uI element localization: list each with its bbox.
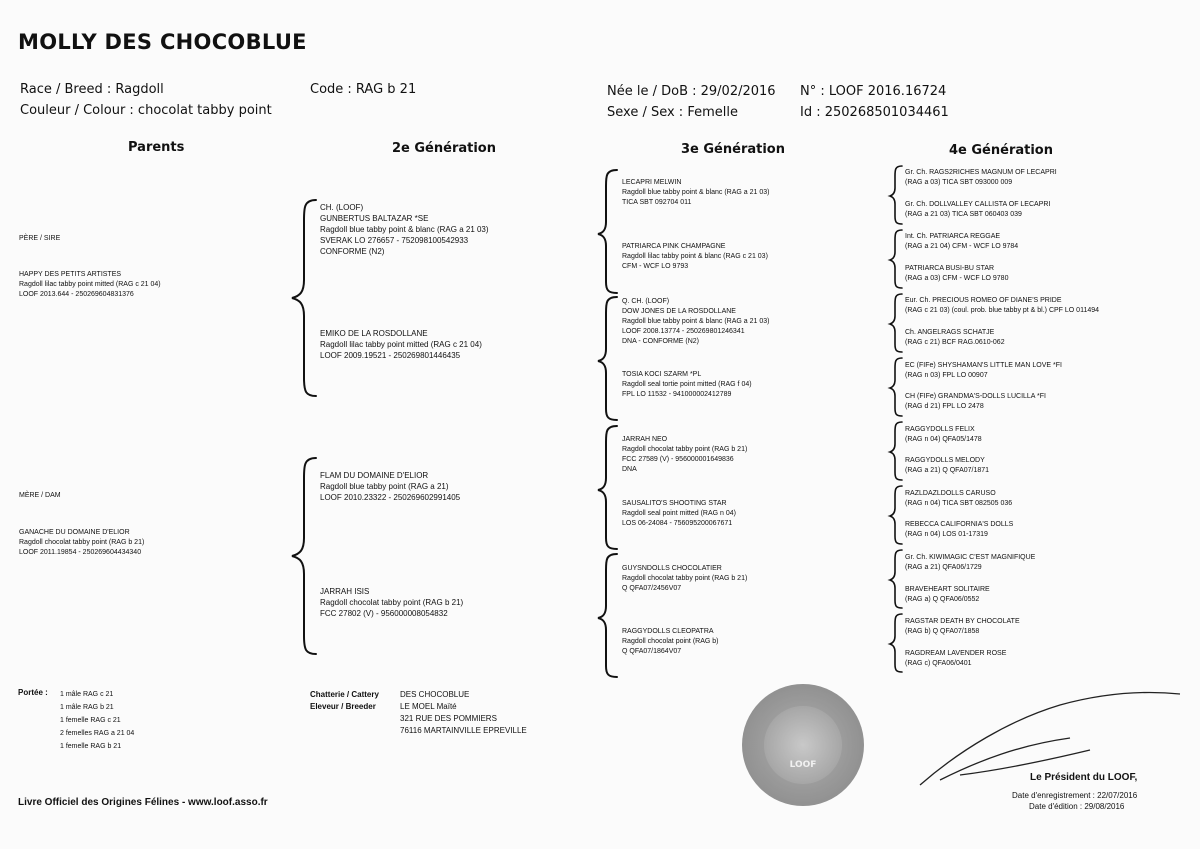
loof-footer: Livre Officiel des Origines Félines - www.loof.asso.fr [18,797,268,808]
gen2-bracket-1 [292,200,316,396]
registration-number: N° : LOOF 2016.16724 [800,84,947,99]
sire-label: PÈRE / SIRE [19,235,61,242]
gen2-entry-3: FLAM DU DOMAINE D'ELIOR Ragdoll blue tabby point (RAG a 21) LOOF 2010.23322 - 250269602991405 [320,471,461,502]
gen2-entry-4: JARRAH ISIS Ragdoll chocolat tabby point (RAG b 21) FCC 27802 (V) - 956000008054832 [320,587,464,618]
gen4-entry-7: EC (FIFe) SHYSHAMAN'S LITTLE MAN LOVE *FI (RAG n 03) FPL LO 00907 [905,362,1062,379]
gen4-entry-8: CH (FIFe) GRANDMA'S-DOLLS LUCILLA *FI (RAG d 21) FPL LO 2478 [905,393,1046,410]
gen4-entry-13: Gr. Ch. KIWIMAGIC C'EST MAGNIFIQUE (RAG a 21) QFA06/1729 [905,554,1036,571]
gen4-entry-4: PATRIARCA BUSI-BU STAR (RAG a 03) CFM - WCF LO 9780 [905,265,1009,282]
gen3-bracket-3 [598,426,617,549]
seal-emblem-icon [764,706,842,784]
gen4-entry-15: RAGSTAR DEATH BY CHOCOLATE (RAG b) Q QFA07/1858 [905,618,1020,635]
cattery-labels: Chatterie / Cattery Eleveur / Breeder [310,690,379,711]
gen3-entry-3: Q. CH. (LOOF) DOW JONES DE LA ROSDOLLANE Ragdoll blue tabby point & blanc (RAG a 21 03) LOOF 2008.13774 - 250269801246341 DNA - CONFORME (N2) [622,298,770,345]
dam-entry: GANACHE DU DOMAINE D'ELIOR Ragdoll chocolat tabby point (RAG b 21) LOOF 2011.19854 - 250269604434340 [19,529,145,556]
breed-field: Race / Breed : Ragdoll [20,82,164,97]
gen3-bracket-2 [598,297,617,420]
column-gen4: 4e Génération [949,143,1053,158]
cattery-info: DES CHOCOBLUE LE MOEL Maïté 321 RUE DES POMMIERS 76116 MARTAINVILLE EPREVILLE [400,690,527,735]
gen4-entry-12: REBECCA CALIFORNIA'S DOLLS (RAG n 04) LOS 01-17319 [905,521,1014,538]
column-gen2: 2e Génération [392,141,496,156]
gen2-entry-1: CH. (LOOF) GUNBERTUS BALTAZAR *SE Ragdoll blue tabby point & blanc (RAG a 21 03) SVERAK LO 276657 - 752098100542933 CONFORME (N2) [320,203,489,256]
pedigree-title: MOLLY DES CHOCOBLUE [18,30,307,54]
gen4-entry-2: Gr. Ch. DOLLVALLEY CALLISTA OF LECAPRI (RAG a 21 03) TICA SBT 060403 039 [905,201,1051,218]
litter-label: Portée : [18,688,48,697]
column-gen3: 3e Génération [681,142,785,157]
gen4-entry-5: Eur. Ch. PRECIOUS ROMEO OF DIANE'S PRIDE (RAG c 21 03) (coul. prob. blue tabby pt & bl.) CPF LO 011494 [905,297,1100,314]
gen3-entry-1: LECAPRI MELWIN Ragdoll blue tabby point & blanc (RAG a 21 03) TICA SBT 092704 011 [622,179,770,206]
dam-label: MÈRE / DAM [19,492,61,499]
gen3-bracket-4 [598,554,617,677]
gen3-entry-6: SAUSALITO'S SHOOTING STAR Ragdoll seal point mitted (RAG n 04) LOS 06-24084 - 756095200067671 [622,500,736,527]
gen3-bracket-1 [598,170,617,293]
gen4-entry-14: BRAVEHEART SOLITAIRE (RAG a) Q QFA06/0552 [905,586,990,603]
loof-seal [742,684,864,806]
gen4-entry-6: Ch. ANGELRAGS SCHATJE (RAG c 21) BCF RAG.0610-062 [905,329,1005,346]
gen4-entry-9: RAGGYDOLLS FELIX (RAG n 04) QFA05/1478 [905,426,982,443]
sex-field: Sexe / Sex : Femelle [607,105,738,120]
gen3-entry-8: RAGGYDOLLS CLEOPATRA Ragdoll chocolat point (RAG b) Q QFA07/1864V07 [622,628,719,655]
gen4-entry-16: RAGDREAM LAVENDER ROSE (RAG c) QFA06/0401 [905,650,1007,667]
dob-field: Née le / DoB : 29/02/2016 [607,84,776,99]
litter-list: 1 mâle RAG c 21 1 mâle RAG b 21 1 femelle RAG c 21 2 femelles RAG a 21 04 1 femelle RAG b 21 [60,691,135,750]
gen3-entry-5: JARRAH NEO Ragdoll chocolat tabby point (RAG b 21) FCC 27589 (V) - 956000001649836 DNA [622,436,748,473]
colour-field: Couleur / Colour : chocolat tabby point [20,103,272,118]
gen3-entry-4: TOSIA KOCI SZARM *PL Ragdoll seal tortie point mitted (RAG f 04) FPL LO 11532 - 941000002412789 [622,371,752,398]
gen2-bracket-2 [292,458,316,654]
gen4-entry-1: Gr. Ch. RAGS2RICHES MAGNUM OF LECAPRI (RAG a 03) TICA SBT 093000 009 [905,169,1057,186]
gen3-entry-2: PATRIARCA PINK CHAMPAGNE Ragdoll lilac tabby point & blanc (RAG c 21 03) CFM - WCF LO 9793 [622,243,768,270]
gen4-entry-11: RAZLDAZLDOLLS CARUSO (RAG n 04) TICA SBT 082505 036 [905,490,1013,507]
identification-number: Id : 250268501034461 [800,105,949,120]
gen3-entry-7: GUYSNDOLLS CHOCOLATIER Ragdoll chocolat tabby point (RAG b 21) Q QFA07/2456V07 [622,565,748,592]
gen4-entry-10: RAGGYDOLLS MELODY (RAG a 21) Q QFA07/1871 [905,457,990,474]
gen4-entry-3: Int. Ch. PATRIARCA REGGAE (RAG a 21 04) CFM - WCF LO 9784 [905,233,1019,250]
gen2-entry-2: EMIKO DE LA ROSDOLLANE Ragdoll lilac tabby point mitted (RAG c 21 04) LOOF 2009.19521 - 250269801446435 [320,329,482,360]
president-title: Le Président du LOOF, [1030,772,1138,783]
registration-date: Date d'enregistrement : 22/07/2016 [1012,791,1138,800]
seal-text: LOOF [789,760,817,770]
sire-entry: HAPPY DES PETITS ARTISTES Ragdoll lilac tabby point mitted (RAG c 21 04) LOOF 2013.644 - 250269604831376 [19,271,161,298]
column-parents: Parents [128,140,185,155]
code-field: Code : RAG b 21 [310,82,417,97]
edition-date: Date d'édition : 29/08/2016 [1029,802,1125,811]
